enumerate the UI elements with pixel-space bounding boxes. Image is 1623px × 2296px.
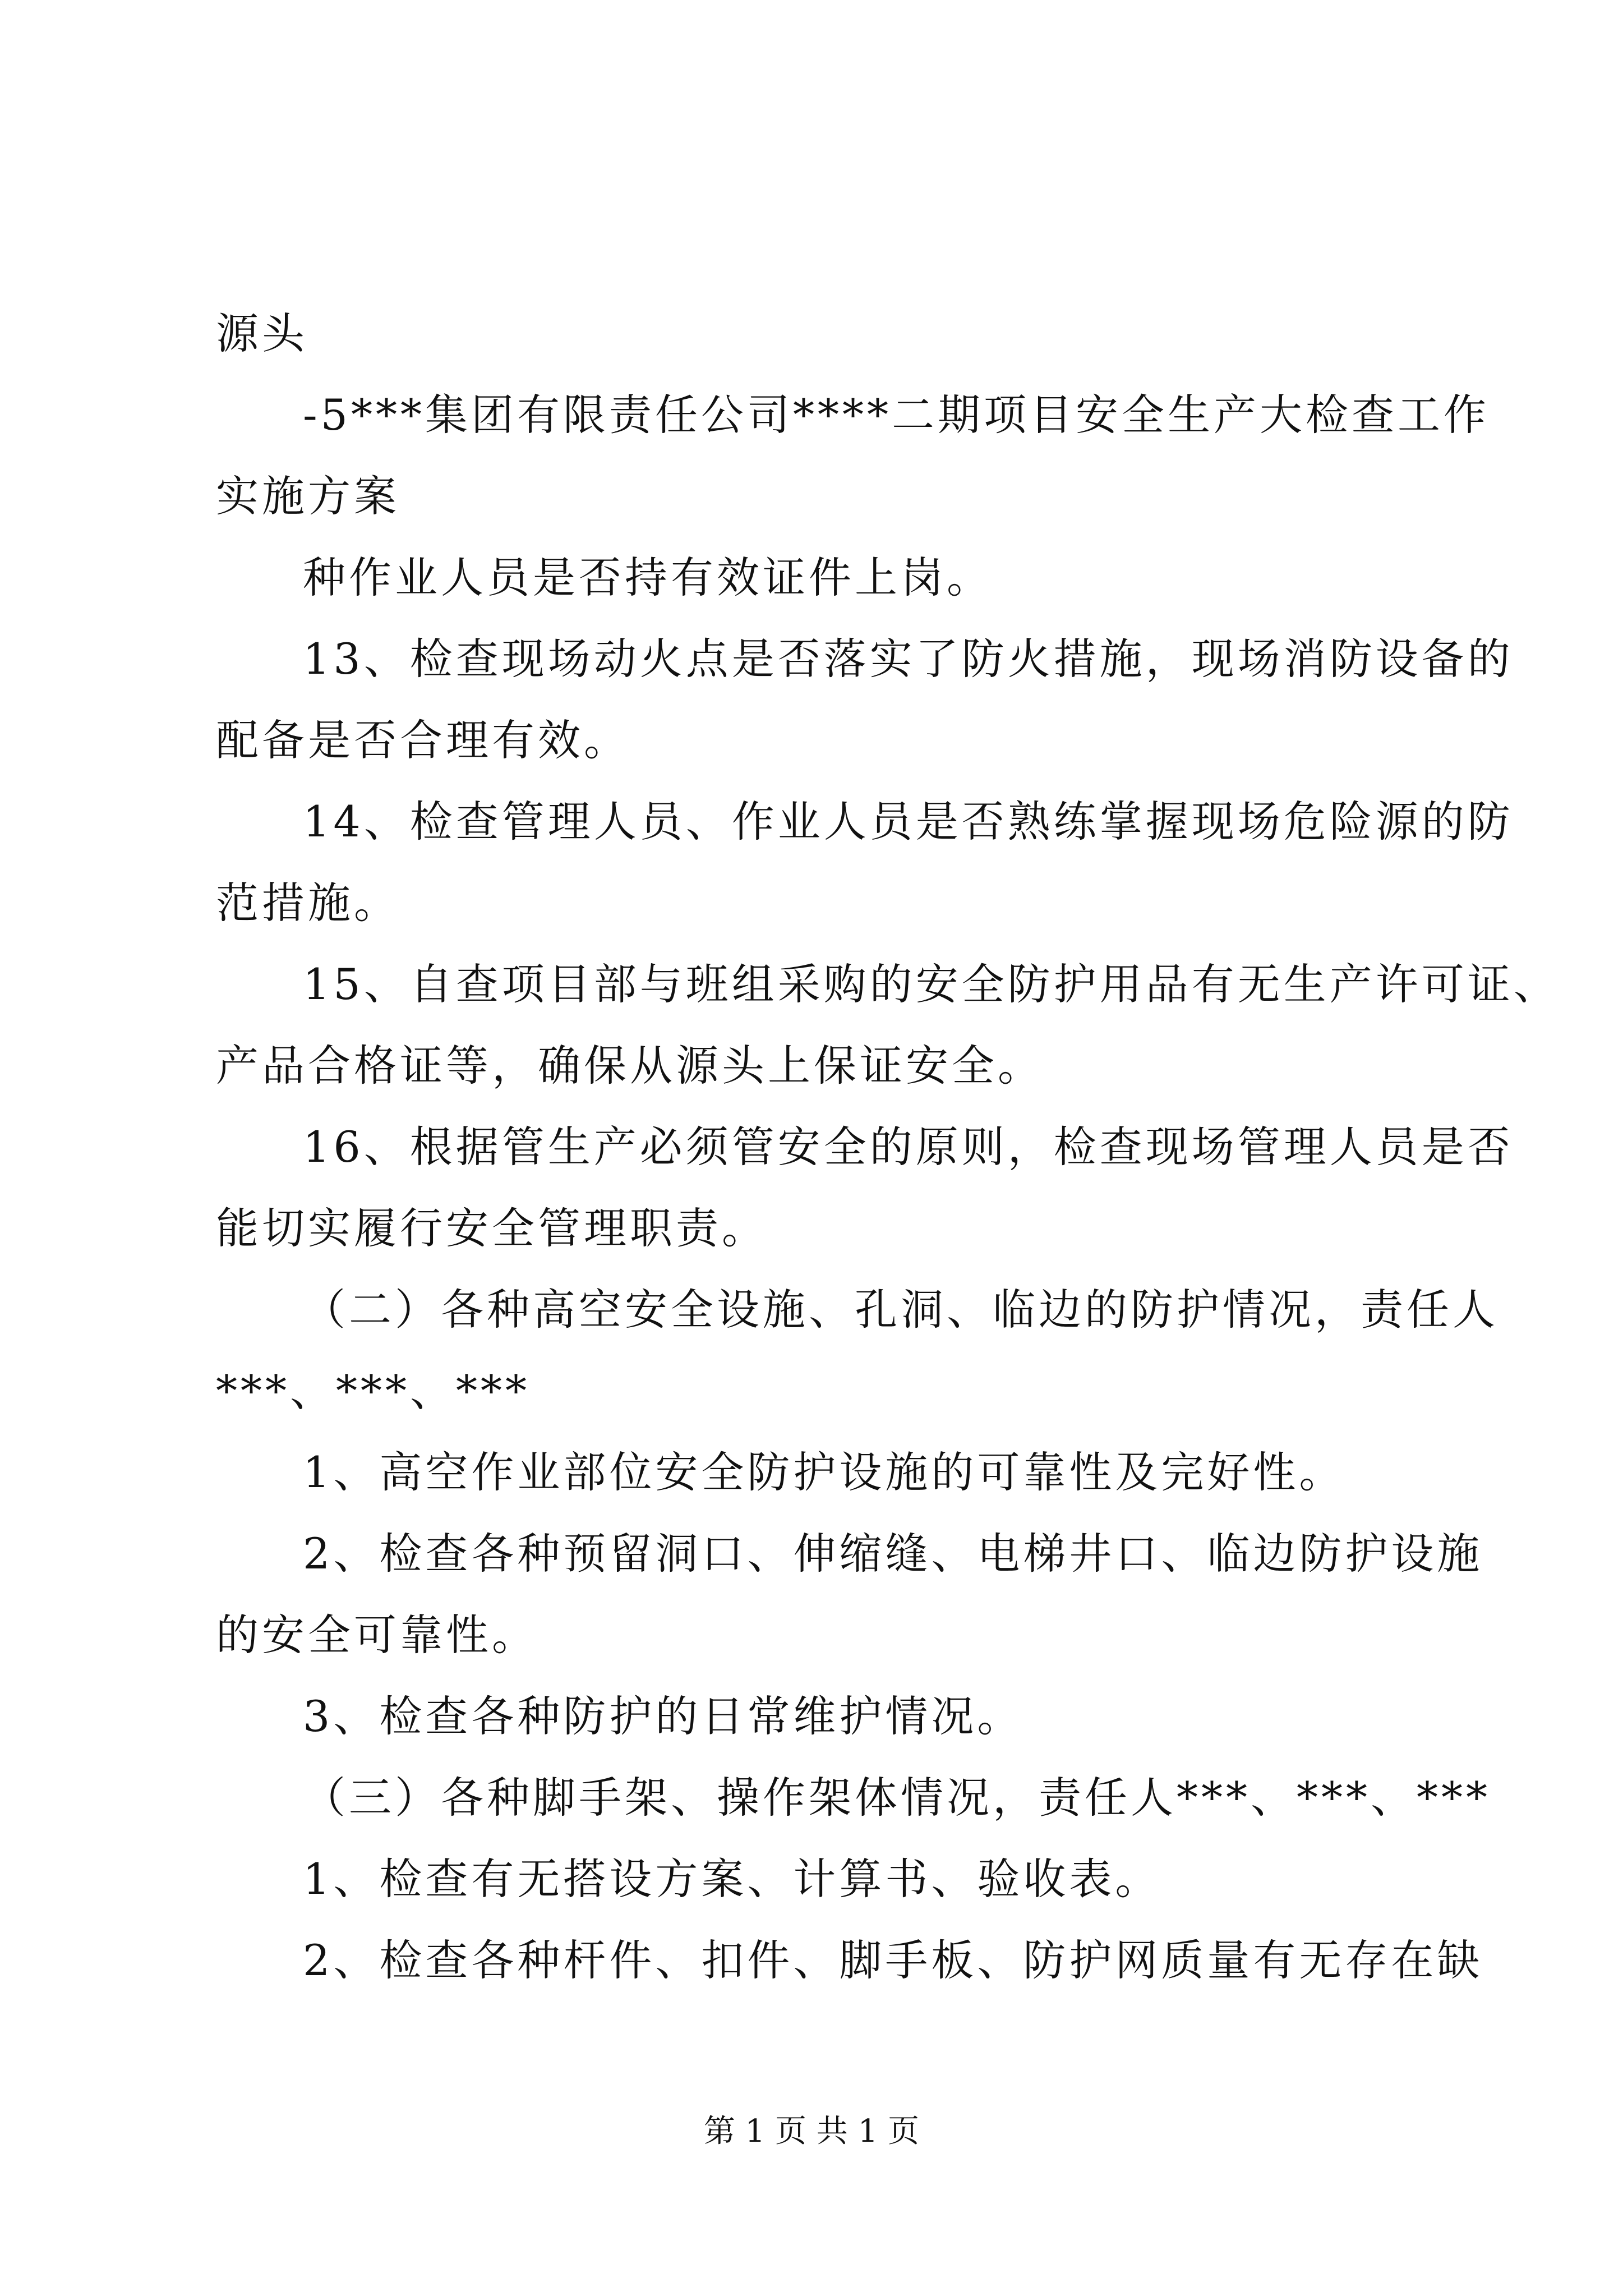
text-line: -5***集团有限责任公司****二期项目安全生产大检查工作 [303,390,1490,440]
text-line: 14、检查管理人员、作业人员是否熟练掌握现场危险源的防 [303,797,1514,846]
text-line: 2、检查各种预留洞口、伸缩缝、电梯井口、临边防护设施 [303,1529,1483,1579]
text-line: 范措施。 [216,878,400,928]
text-line: 实施方案 [216,471,400,521]
text-line: 1、高空作业部位安全防护设施的可靠性及完好性。 [303,1447,1345,1497]
text-line: 2、检查各种杆件、扣件、脚手板、防护网质量有无存在缺 [303,1935,1483,1985]
text-line: 16、根据管生产必须管安全的原则，检查现场管理人员是否 [303,1122,1514,1172]
text-line: ***、***、*** [216,1366,530,1416]
text-line: 种作业人员是否持有效证件上岗。 [303,553,993,602]
page-number-footer: 第 1 页 共 1 页 [703,2113,920,2150]
text-line: 3、检查各种防护的日常维护情况。 [303,1691,1023,1741]
text-line: （二）各种高空安全设施、孔洞、临边的防护情况，责任人 [303,1285,1498,1335]
text-line: （三）各种脚手架、操作架体情况，责任人***、***、*** [303,1773,1491,1823]
text-line: 1、检查有无搭设方案、计算书、验收表。 [303,1854,1161,1904]
text-line: 配备是否合理有效。 [216,715,630,765]
text-line: 产品合格证等，确保从源头上保证安全。 [216,1041,1044,1091]
text-line: 的安全可靠性。 [216,1610,538,1660]
text-line: 13、检查现场动火点是否落实了防火措施，现场消防设备的 [303,634,1514,684]
text-line: 能切实履行安全管理职责。 [216,1203,768,1253]
text-line: 源头 [216,309,308,358]
text-line: 15、自查项目部与班组采购的安全防护用品有无生产许可证、 [303,959,1560,1009]
